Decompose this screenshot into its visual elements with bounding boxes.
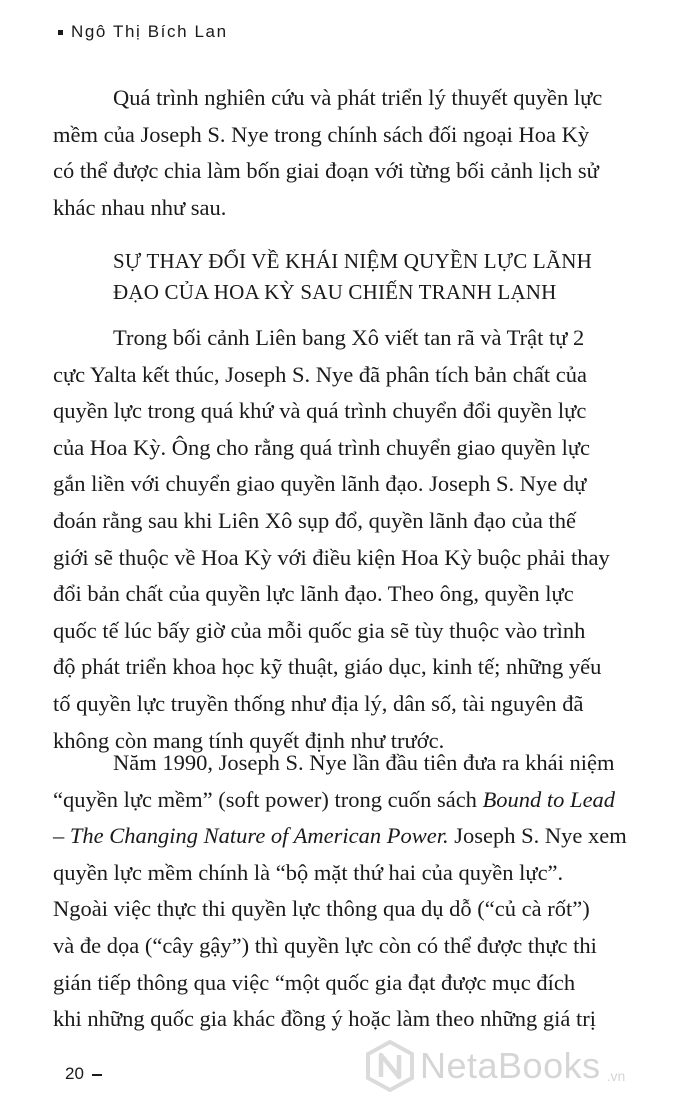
text-line: quyền lực trong quá khứ và quá trình chuyển đổi quyền lực — [53, 398, 587, 424]
text-line: khi những quốc gia khác đồng ý hoặc làm theo những giá trị — [53, 1006, 597, 1032]
text-line: khác nhau như sau. — [53, 194, 227, 220]
page-number: 20 — [65, 1064, 84, 1083]
text-line: Ngoài việc thực thi quyền lực thông qua dụ dỗ (“củ cà rốt”) — [53, 896, 590, 922]
watermark-brand: NetaBooks — [420, 1045, 601, 1086]
text-line: và đe dọa (“cây gậy”) thì quyền lực còn có thể được thực thi — [53, 932, 597, 958]
text-line: đổi bản chất của quyền lực lãnh đạo. Theo ông, quyền lực — [53, 581, 574, 607]
netabooks-logo-icon — [366, 1040, 414, 1092]
text-line — [53, 818, 653, 855]
text-line: mềm của Joseph S. Nye trong chính sách đối ngoại Hoa Kỳ — [53, 121, 590, 147]
text-line — [53, 782, 653, 819]
text-segment: “quyền lực mềm” (soft power) trong cuốn sách — [53, 786, 483, 812]
text-line: gắn liền với chuyển giao quyền lãnh đạo. Joseph S. Nye dự — [53, 471, 587, 497]
text-line: độ phát triển khoa học kỹ thuật, giáo dục, kinh tế; những yếu — [53, 654, 602, 680]
text-line: Quá trình nghiên cứu và phát triển lý thuyết quyền lực — [113, 85, 603, 110]
text-segment: Joseph S. Nye xem — [448, 823, 627, 849]
text-line: Năm 1990, Joseph S. Nye lần đầu tiên đưa ra khái niệm — [113, 750, 615, 775]
watermark — [366, 1040, 625, 1092]
text-line: của Hoa Kỳ. Ông cho rằng quá trình chuyển giao quyền lực — [53, 434, 591, 460]
text-line: không còn mang tính quyết định như trước. — [53, 727, 445, 753]
page-footer — [65, 1064, 102, 1084]
book-title-part1: Bound to Lead — [482, 786, 616, 812]
text-line: Trong bối cảnh Liên bang Xô viết tan rã và Trật tự 2 — [113, 325, 585, 350]
text-line: quyền lực mềm chính là “bộ mặt thứ hai của quyền lực”. — [53, 859, 564, 885]
author-name: Ngô Thị Bích Lan — [71, 22, 228, 41]
text-line: giới sẽ thuộc về Hoa Kỳ với điều kiện Hoa Kỳ buộc phải thay — [53, 544, 610, 570]
heading-line: ĐẠO CỦA HOA KỲ SAU CHIẾN TRANH LẠNH — [113, 280, 557, 304]
footer-dash-icon — [92, 1074, 102, 1076]
soft-power-paragraph — [53, 745, 653, 1038]
text-line: có thể được chia làm bốn giai đoạn với từng bối cảnh lịch sử — [53, 158, 599, 184]
book-title-part2: – The Changing Nature of American Power. — [53, 823, 449, 849]
section-heading — [113, 246, 633, 308]
text-line: đoán rằng sau khi Liên Xô sụp đổ, quyền lãnh đạo của thế — [53, 507, 576, 533]
text-line: gián tiếp thông qua việc “một quốc gia đạt được mục đích — [53, 969, 576, 995]
watermark-suffix: .vn — [606, 1068, 626, 1084]
running-header — [58, 22, 228, 42]
intro-paragraph — [53, 80, 653, 226]
heading-line: SỰ THAY ĐỔI VỀ KHÁI NIỆM QUYỀN LỰC LÃNH — [113, 249, 593, 273]
header-bullet-icon — [58, 30, 63, 35]
text-line: quốc tế lúc bấy giờ của mỗi quốc gia sẽ tùy thuộc vào trình — [53, 617, 586, 643]
text-line: tố quyền lực truyền thống như địa lý, dân số, tài nguyên đã — [53, 690, 584, 716]
text-line: cực Yalta kết thúc, Joseph S. Nye đã phân tích bản chất của — [53, 361, 587, 387]
context-paragraph — [53, 320, 653, 759]
